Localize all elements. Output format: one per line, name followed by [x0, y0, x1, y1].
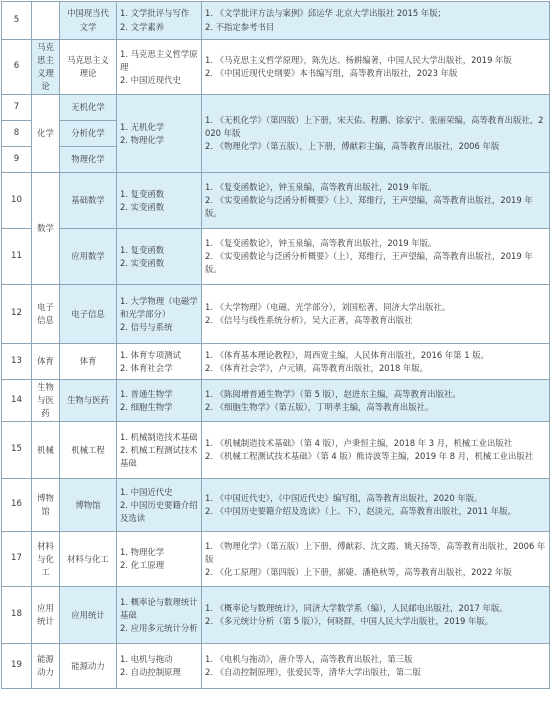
- reference-book: 2. 《中国历史要籍介绍及选读》（上、下），赵淡元，高等教育出版社，2011 年版。: [205, 506, 516, 517]
- reference-books-cell: [202, 40, 550, 95]
- major-cell: 应用数学: [60, 229, 117, 285]
- exam-subject: 2. 文学素养: [120, 21, 165, 32]
- reference-book: 2. 《自动控制原理》，张爱民等，清华大学出版社，第二版: [205, 667, 421, 678]
- reference-book: 1. 《电机与拖动》，唐介等人，高等教育出版社，第三版: [205, 654, 413, 665]
- exam-subjects-cell: [117, 532, 202, 587]
- reference-book: 2. 《信号与线性系统分析》，吴大正著，高等教育出版社: [205, 315, 413, 326]
- reference-book: 2. 《中国近现代史纲要》本书编写组，高等教育出版社，2023 年版: [205, 68, 458, 79]
- exam-subject: 2. 信号与系统: [120, 321, 173, 332]
- major-cell: 无机化学: [60, 95, 117, 121]
- row-number: 9: [2, 147, 32, 173]
- reference-books-cell: [202, 95, 550, 173]
- reference-book: 1. 《大学物理》（电磁、光学部分），刘国松著，同济大学出版社。: [205, 302, 451, 313]
- table-row: [2, 2, 550, 40]
- exam-subject: 1. 马克思主义哲学原理: [120, 48, 198, 72]
- major-cell: 生物与医药: [60, 380, 117, 422]
- exam-subject: 1. 无机化学: [120, 121, 165, 132]
- exam-subject: 2. 实变函数: [120, 257, 165, 268]
- reference-book: 1. 《文学批评方法与案例》邱运华 北京大学出版社 2015 年版；: [205, 8, 446, 19]
- reference-book: 1. 《陈阅增普通生物学》（第 5 版），赵进东主编，高等教育出版社。: [205, 388, 461, 399]
- reference-book: 2. 《化工原理》（第四版）上下册，郝婕、潘艳秋等，高等教育出版社，2022 年版: [205, 566, 512, 577]
- major-cell: 基础数学: [60, 173, 117, 229]
- reference-book: 1. 《复变函数论》，钟玉泉编，高等教育出版社，2019 年版。: [205, 182, 437, 193]
- department-cell: 体育: [32, 344, 60, 380]
- department-cell: 博物馆: [32, 479, 60, 532]
- department-cell: 生物与医药: [32, 380, 60, 422]
- row-number: 17: [2, 532, 32, 587]
- exam-subject: 1. 机械制造技术基础: [120, 431, 198, 442]
- reference-books-cell: [202, 479, 550, 532]
- table-row: [2, 173, 550, 229]
- reference-book: 2. 《实变函数论与泛函分析概要》（上），郑维行，王声望编，高等教育出版社，2019 年版。: [205, 251, 533, 275]
- row-number: 11: [2, 229, 32, 285]
- exam-subject: 2. 自动控制原理: [120, 667, 181, 678]
- exam-subject: 1. 大学物理（电磁学和光学部分）: [120, 295, 198, 319]
- department-cell: 马克思主义理论: [32, 40, 60, 95]
- row-number: 13: [2, 344, 32, 380]
- reference-book: 2. 《物理化学》（第五版），上下册，傅献彩主编，高等教育出版社，2006 年版: [205, 141, 500, 152]
- department-cell: [32, 2, 60, 40]
- reference-book: 1. 《中国近代史》，《中国近代史》编写组，高等教育出版社，2020 年版。: [205, 493, 483, 504]
- exam-subject: 1. 体育专项测试: [120, 349, 181, 360]
- row-number: 10: [2, 173, 32, 229]
- exam-subjects-cell: [117, 95, 202, 173]
- reference-book: 2. 《细胞生物学》（第五版），丁明孝主编，高等教育出版社。: [205, 401, 434, 412]
- reference-book: 1. 《马克思主义哲学原理》，陈先达、杨耕编著，中国人民大学出版社，2019 年版: [205, 55, 512, 66]
- major-cell: 材料与化工: [60, 532, 117, 587]
- reference-books-cell: [202, 532, 550, 587]
- reference-book: 1. 《概率论与数理统计》，同济大学数学系（编），人民邮电出版社，2017 年版。: [205, 603, 508, 614]
- row-number: 14: [2, 380, 32, 422]
- major-cell: 机械工程: [60, 422, 117, 479]
- exam-subject: 1. 物理化学: [120, 547, 165, 558]
- table-row: [2, 422, 550, 479]
- table-row: [2, 532, 550, 587]
- exam-subject: 1. 电机与拖动: [120, 654, 173, 665]
- exam-subject: 2. 体育社会学: [120, 362, 173, 373]
- exam-subject: 2. 物理化学: [120, 134, 165, 145]
- reference-book: 1. 《无机化学》（第四版）上下册，宋天佑、程鹏、徐家宁、张丽荣编，高等教育出版社，2020 年版: [205, 115, 544, 139]
- row-number: 6: [2, 40, 32, 95]
- exam-subject: 1. 概率论与数理统计基础: [120, 596, 198, 620]
- exam-subject: 2. 中国近现代史: [120, 74, 181, 85]
- major-cell: 分析化学: [60, 121, 117, 147]
- table-row: [2, 380, 550, 422]
- row-number: 8: [2, 121, 32, 147]
- table-row: [2, 587, 550, 644]
- exam-subjects-cell: [117, 2, 202, 40]
- table-row: [2, 95, 550, 121]
- exam-subjects-cell: [117, 173, 202, 229]
- reference-books-cell: [202, 380, 550, 422]
- reference-book: 2. 《多元统计分析（第 5 版）》，何晓群，中国人民大学出版社，2019 年版。: [205, 616, 494, 627]
- row-number: 7: [2, 95, 32, 121]
- major-cell: 中国现当代文学: [60, 2, 117, 40]
- exam-subject: 1. 文学批评与写作: [120, 8, 190, 19]
- table-row: [2, 285, 550, 344]
- exam-subject: 2. 机械工程测试技术基础: [120, 444, 198, 468]
- reference-book: 2. 《体育社会学》，卢元镇，高等教育出版社，2018 年版。: [205, 362, 429, 373]
- reference-book: 2. 《机械工程测试技术基础》（第 4 版）熊诗波等主编，2019 年 8 月，机械工业出版社: [205, 451, 534, 462]
- department-cell: 材料与化工: [32, 532, 60, 587]
- major-cell: 电子信息: [60, 285, 117, 344]
- reference-books-cell: [202, 422, 550, 479]
- department-cell: 电子信息: [32, 285, 60, 344]
- exam-subjects-cell: [117, 644, 202, 689]
- exam-subjects-cell: [117, 344, 202, 380]
- row-number: 15: [2, 422, 32, 479]
- exam-subject: 2. 实变函数: [120, 201, 165, 212]
- department-cell: 能源动力: [32, 644, 60, 689]
- exam-subject: 1. 复变函数: [120, 188, 165, 199]
- exam-subjects-cell: [117, 422, 202, 479]
- major-cell: 马克思主义理论: [60, 40, 117, 95]
- major-cell: 能源动力: [60, 644, 117, 689]
- table-row: [2, 479, 550, 532]
- reference-books-cell: [202, 173, 550, 229]
- table-row: [2, 40, 550, 95]
- exam-subjects-cell: [117, 285, 202, 344]
- exam-subjects-cell: [117, 229, 202, 285]
- row-number: 5: [2, 2, 32, 40]
- major-cell: 物理化学: [60, 147, 117, 173]
- row-number: 12: [2, 285, 32, 344]
- reference-books-cell: [202, 587, 550, 644]
- reference-books-cell: [202, 644, 550, 689]
- table-row: [2, 644, 550, 689]
- exam-subject: 2. 化工原理: [120, 560, 165, 571]
- exam-subject: 2. 中国历史要籍介绍及选读: [120, 499, 198, 523]
- reference-books-cell: [202, 344, 550, 380]
- row-number: 19: [2, 644, 32, 689]
- department-cell: 化学: [32, 95, 60, 173]
- reference-book: 1. 《复变函数论》，钟玉泉编，高等教育出版社，2019 年版。: [205, 238, 437, 249]
- department-cell: 机械: [32, 422, 60, 479]
- exam-subjects-cell: [117, 380, 202, 422]
- reference-book: 1. 《物理化学》（第五版）上下册，傅献彩、沈文霞、姚天扬等，高等教育出版社，2006 年版: [205, 540, 546, 564]
- reference-book: 2. 《实变函数论与泛函分析概要》（上），郑维行，王声望编，高等教育出版社，2019 年版。: [205, 195, 533, 219]
- exam-subjects-cell: [117, 587, 202, 644]
- reference-book: 2. 不指定参考书目: [205, 21, 275, 32]
- major-cell: 体育: [60, 344, 117, 380]
- major-cell: 博物馆: [60, 479, 117, 532]
- department-cell: 应用统计: [32, 587, 60, 644]
- exam-subject: 1. 中国近代史: [120, 486, 173, 497]
- table-row: [2, 229, 550, 285]
- reference-books-cell: [202, 2, 550, 40]
- syllabus-table: [1, 1, 550, 689]
- major-cell: 应用统计: [60, 587, 117, 644]
- exam-subjects-cell: [117, 479, 202, 532]
- reference-book: 1. 《体育基本理论教程》，周西宽主编，人民体育出版社，2016 年第 1 版。: [205, 349, 489, 360]
- exam-subject: 1. 普通生物学: [120, 388, 173, 399]
- row-number: 18: [2, 587, 32, 644]
- exam-subject: 1. 复变函数: [120, 244, 165, 255]
- exam-subject: 2. 应用多元统计分析: [120, 622, 198, 633]
- reference-book: 1. 《机械制造技术基础》（第 4 版），卢秉恒主编，2018 年 3 月，机械工业出版社: [205, 438, 513, 449]
- department-cell: 数学: [32, 173, 60, 285]
- reference-books-cell: [202, 229, 550, 285]
- exam-subjects-cell: [117, 40, 202, 95]
- exam-subject: 2. 细胞生物学: [120, 401, 173, 412]
- table-row: [2, 344, 550, 380]
- row-number: 16: [2, 479, 32, 532]
- reference-books-cell: [202, 285, 550, 344]
